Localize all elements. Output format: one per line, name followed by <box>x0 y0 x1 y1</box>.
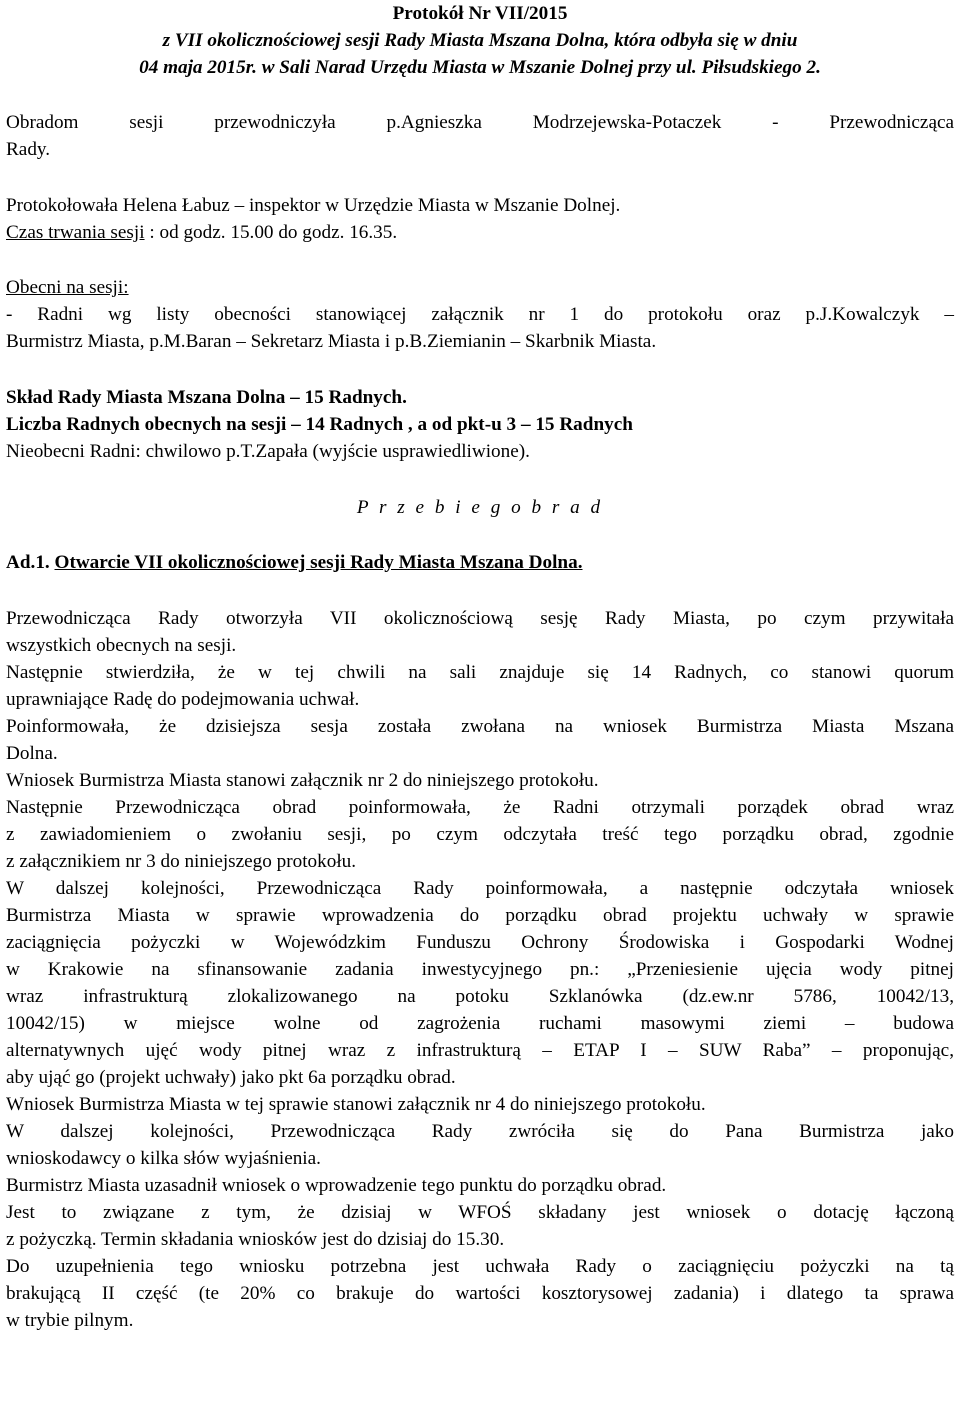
body-line: wnioskodawcy o kilka słów wyjaśnienia. <box>6 1148 321 1169</box>
body-line: wszystkich obecnych na sesji. <box>6 635 237 656</box>
body-line: W dalszej kolejności, Przewodnicząca Rady zwróciła się do Pana Burmistrza jako <box>6 1121 954 1142</box>
protocol-subtitle-line-2: 04 maja 2015r. w Sali Narad Urzędu Miasta w Mszanie Dolnej przy ul. Piłsudskiego 2. <box>139 57 821 78</box>
duration-label: Czas trwania sesji <box>6 222 145 243</box>
body-line: Do uzupełnienia tego wniosku potrzebna jest uchwała Rady o zaciągnięciu pożyczki na tą <box>6 1256 954 1277</box>
body-line: Burmistrz Miasta uzasadnił wniosek o wprowadzenie tego punktu do porządku obrad. <box>6 1175 667 1196</box>
body-line: Poinformowała, że dzisiejsza sesja została zwołana na wniosek Burmistrza Miasta Mszana <box>6 716 954 737</box>
recorder-line: Protokołowała Helena Łabuz – inspektor w Urzędzie Miasta w Mszanie Dolnej. <box>6 195 621 216</box>
present-line-2: Burmistrz Miasta, p.M.Baran – Sekretarz Miasta i p.B.Ziemianin – Skarbnik Miasta. <box>6 331 657 352</box>
body-line: aby ująć go (projekt uchwały) jako pkt 6a porządku obrad. <box>6 1067 456 1088</box>
body-line: 10042/15) w miejsce wolne od zagrożenia ruchami masowymi ziemi – budowa <box>6 1013 954 1034</box>
present-line-1: - Radni wg listy obecności stanowiącej załącznik nr 1 do protokołu oraz p.J.Kowalczyk – <box>6 304 954 325</box>
body-line: Burmistrza Miasta w sprawie wprowadzenia do porządku obrad projektu uchwały w sprawie <box>6 905 954 926</box>
present-count: Liczba Radnych obecnych na sesji – 14 Radnych , a od pkt-u 3 – 15 Radnych <box>6 414 633 435</box>
body-line: Wniosek Burmistrza Miasta stanowi załącznik nr 2 do niniejszego protokołu. <box>6 770 599 791</box>
body-line: Wniosek Burmistrza Miasta w tej sprawie stanowi załącznik nr 4 do niniejszego protokołu. <box>6 1094 706 1115</box>
body-line: brakującą II część (te 20% co brakuje do wartości kosztorysowej zadania) i dlatego ta sprawa <box>6 1283 954 1304</box>
body-line: Jest to związane z tym, że dzisiaj w WFOŚ składany jest wniosek o dotację łączoną <box>6 1202 954 1223</box>
body-line: zaciągnięcia pożyczki w Wojewódzkim Funduszu Ochrony Środowiska i Gospodarki Wodnej <box>6 932 954 953</box>
protocol-subtitle-line-1: z VII okolicznościowej sesji Rady Miasta Mszana Dolna, która odbyła się w dniu <box>162 30 798 51</box>
body-line: Dolna. <box>6 743 58 764</box>
council-composition: Skład Rady Miasta Mszana Dolna – 15 Radnych. <box>6 387 407 408</box>
body-line: Następnie Przewodnicząca obrad poinformowała, że Radni otrzymali porządek obrad wraz <box>6 797 954 818</box>
body-line: w trybie pilnym. <box>6 1310 134 1331</box>
proceedings-heading: P r z e b i e g o b r a d <box>356 497 604 518</box>
absent-councillors: Nieobecni Radni: chwilowo p.T.Zapała (wyjście usprawiedliwione). <box>6 441 530 462</box>
chair-line-2: Rady. <box>6 139 51 160</box>
agenda-item-1-number: Ad.1. <box>6 552 50 573</box>
protocol-title: Protokół Nr VII/2015 <box>392 3 568 24</box>
body-line: alternatywnych ujęć wody pitnej wraz z infrastrukturą – ETAP I – SUW Raba” – proponując, <box>6 1040 954 1061</box>
body-line: wraz infrastrukturą zlokalizowanego na potoku Szklanówka (dz.ew.nr 5786, 10042/13, <box>6 986 954 1007</box>
body-line: Przewodnicząca Rady otworzyła VII okolicznościową sesję Rady Miasta, po czym przywitała <box>6 608 954 629</box>
body-line: w Krakowie na sfinansowanie zadania inwestycyjnego pn.: „Przeniesienie ujęcia wody pitnej <box>6 959 954 980</box>
body-line: z załącznikiem nr 3 do niniejszego protokołu. <box>6 851 357 872</box>
body-line: W dalszej kolejności, Przewodnicząca Rady poinformowała, a następnie odczytała wniosek <box>6 878 954 899</box>
body-line: z pożyczką. Termin składania wniosków jest do dzisiaj do 15.30. <box>6 1229 505 1250</box>
agenda-item-1 <box>6 549 954 576</box>
present-label-text: Obecni na sesji: <box>6 277 129 298</box>
duration-line <box>6 219 954 246</box>
present-label <box>6 274 954 301</box>
agenda-item-1-heading: Otwarcie VII okolicznościowej sesji Rady Miasta Mszana Dolna. <box>54 552 583 573</box>
body-line: z zawiadomieniem o zwołaniu sesji, po czym odczytała treść tego porządku obrad, zgodnie <box>6 824 954 845</box>
chair-line-1: Obradom sesji przewodniczyła p.Agnieszka Modrzejewska-Potaczek - Przewodnicząca <box>6 112 954 133</box>
body-line: uprawniające Radę do podejmowania uchwał. <box>6 689 360 710</box>
body-line: Następnie stwierdziła, że w tej chwili na sali znajduje się 14 Radnych, co stanowi quorum <box>6 662 954 683</box>
duration-value: : od godz. 15.00 do godz. 16.35. <box>144 222 398 243</box>
